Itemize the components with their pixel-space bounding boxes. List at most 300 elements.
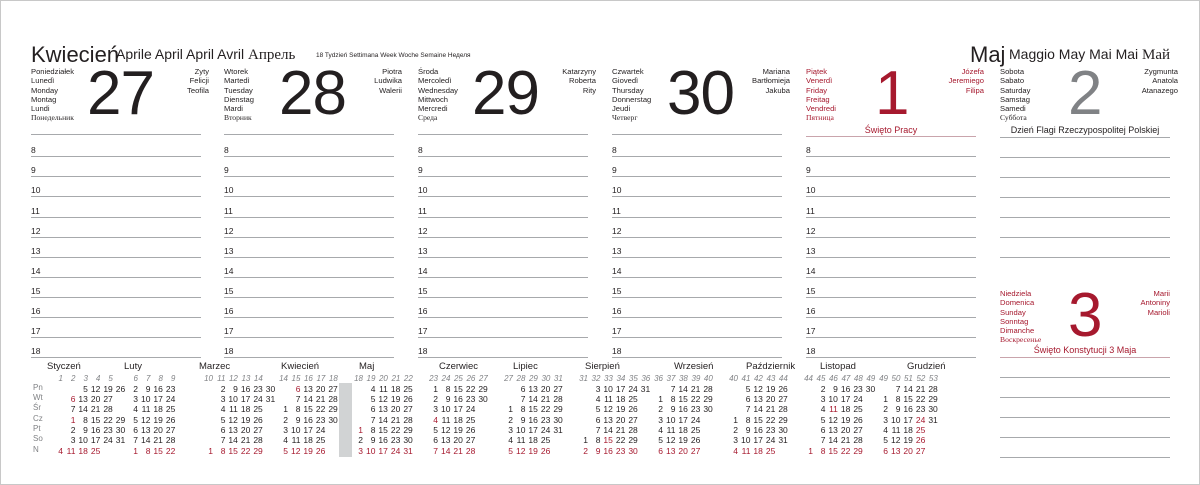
hour-line[interactable] bbox=[224, 297, 394, 298]
calendar-day[interactable]: 31 bbox=[928, 415, 938, 425]
hour-line[interactable] bbox=[806, 357, 976, 358]
calendar-day[interactable]: 13 bbox=[140, 425, 151, 435]
calendar-day[interactable]: 22 bbox=[915, 394, 926, 404]
calendar-day[interactable]: 5 bbox=[883, 435, 888, 445]
calendar-day[interactable]: 5 bbox=[658, 435, 663, 445]
calendar-day[interactable]: 19 bbox=[153, 415, 163, 425]
calendar-day[interactable]: 1 bbox=[208, 446, 213, 456]
calendar-day[interactable]: 19 bbox=[840, 415, 851, 425]
hour-line[interactable] bbox=[31, 277, 201, 278]
hour-line[interactable] bbox=[224, 217, 394, 218]
calendar-day[interactable]: 24 bbox=[103, 435, 113, 445]
calendar-day[interactable]: 4 bbox=[58, 446, 63, 456]
calendar-day[interactable]: 23 bbox=[390, 435, 401, 445]
hour-line[interactable] bbox=[418, 357, 588, 358]
calendar-day[interactable]: 8 bbox=[745, 415, 751, 425]
calendar-day[interactable]: 15 bbox=[603, 435, 613, 445]
calendar-day[interactable]: 7 bbox=[670, 384, 676, 394]
calendar-day[interactable]: 11 bbox=[604, 394, 613, 404]
calendar-day[interactable]: 7 bbox=[295, 394, 301, 404]
calendar-day[interactable]: 21 bbox=[240, 435, 251, 445]
calendar-day[interactable]: 18 bbox=[678, 425, 688, 435]
calendar-day[interactable]: 30 bbox=[403, 435, 413, 445]
calendar-day[interactable]: 24 bbox=[765, 435, 776, 445]
hour-line[interactable] bbox=[224, 156, 394, 157]
calendar-day[interactable]: 9 bbox=[520, 415, 526, 425]
calendar-day[interactable]: 7 bbox=[220, 435, 226, 445]
calendar-day[interactable]: 9 bbox=[445, 394, 451, 404]
calendar-day[interactable]: 23 bbox=[853, 384, 863, 394]
calendar-day[interactable]: 7 bbox=[820, 435, 826, 445]
calendar-day[interactable]: 21 bbox=[840, 435, 851, 445]
calendar-day[interactable]: 17 bbox=[453, 404, 463, 414]
calendar-day[interactable]: 11 bbox=[141, 404, 151, 414]
calendar-day[interactable]: 11 bbox=[441, 415, 451, 425]
calendar-day[interactable]: 4 bbox=[433, 415, 438, 425]
calendar-day[interactable]: 15 bbox=[828, 446, 838, 456]
calendar-day[interactable]: 12 bbox=[890, 435, 901, 445]
calendar-day[interactable]: 27 bbox=[465, 435, 476, 445]
calendar-day[interactable]: 13 bbox=[228, 425, 238, 435]
calendar-day[interactable]: 12 bbox=[603, 404, 613, 414]
hour-line[interactable] bbox=[612, 317, 782, 318]
hour-line[interactable] bbox=[612, 237, 782, 238]
calendar-day[interactable]: 14 bbox=[603, 425, 613, 435]
calendar-day[interactable]: 30 bbox=[265, 384, 276, 394]
calendar-day[interactable]: 9 bbox=[370, 435, 376, 445]
calendar-day[interactable]: 9 bbox=[83, 425, 88, 435]
calendar-day[interactable]: 16 bbox=[153, 384, 163, 394]
calendar-day[interactable]: 25 bbox=[403, 384, 413, 394]
calendar-day[interactable]: 23 bbox=[915, 404, 926, 414]
calendar-day[interactable]: 8 bbox=[670, 394, 676, 404]
hour-line[interactable] bbox=[224, 357, 394, 358]
hour-line[interactable] bbox=[418, 176, 588, 177]
hour-line[interactable] bbox=[418, 297, 588, 298]
calendar-day[interactable]: 2 bbox=[733, 425, 738, 435]
calendar-day[interactable]: 10 bbox=[828, 394, 838, 404]
calendar-day[interactable]: 8 bbox=[595, 435, 601, 445]
calendar-day[interactable]: 22 bbox=[315, 404, 326, 414]
calendar-day[interactable]: 8 bbox=[295, 404, 301, 414]
calendar-day[interactable]: 3 bbox=[658, 415, 663, 425]
calendar-day[interactable]: 23 bbox=[165, 384, 176, 394]
calendar-day[interactable]: 25 bbox=[690, 425, 701, 435]
calendar-day[interactable]: 3 bbox=[883, 415, 888, 425]
calendar-day[interactable]: 16 bbox=[528, 415, 538, 425]
hour-line[interactable] bbox=[418, 317, 588, 318]
calendar-day[interactable]: 23 bbox=[540, 415, 551, 425]
calendar-day[interactable]: 10 bbox=[665, 415, 676, 425]
hour-line[interactable] bbox=[806, 257, 976, 258]
calendar-day[interactable]: 29 bbox=[553, 404, 563, 414]
note-line[interactable] bbox=[1000, 197, 1170, 198]
calendar-day[interactable]: 21 bbox=[540, 394, 551, 404]
calendar-day[interactable]: 14 bbox=[78, 404, 88, 414]
calendar-day[interactable]: 9 bbox=[145, 384, 151, 394]
calendar-day[interactable]: 30 bbox=[478, 394, 488, 404]
calendar-day[interactable]: 17 bbox=[903, 415, 913, 425]
calendar-day[interactable]: 8 bbox=[895, 394, 901, 404]
calendar-day[interactable]: 10 bbox=[440, 404, 451, 414]
calendar-day[interactable]: 11 bbox=[829, 404, 838, 414]
calendar-day[interactable]: 10 bbox=[740, 435, 751, 445]
calendar-day[interactable]: 3 bbox=[733, 435, 738, 445]
calendar-day[interactable]: 19 bbox=[103, 384, 113, 394]
calendar-day[interactable]: 16 bbox=[840, 384, 851, 394]
calendar-day[interactable]: 18 bbox=[390, 384, 401, 394]
calendar-day[interactable]: 6 bbox=[883, 446, 888, 456]
calendar-day[interactable]: 8 bbox=[370, 425, 376, 435]
calendar-day[interactable]: 25 bbox=[765, 446, 776, 456]
calendar-day[interactable]: 6 bbox=[433, 435, 438, 445]
calendar-day[interactable]: 16 bbox=[240, 384, 251, 394]
calendar-day[interactable]: 28 bbox=[778, 404, 788, 414]
calendar-day[interactable]: 28 bbox=[853, 435, 863, 445]
calendar-day[interactable]: 19 bbox=[303, 446, 313, 456]
calendar-day[interactable]: 29 bbox=[928, 394, 938, 404]
calendar-day[interactable]: 5 bbox=[83, 384, 88, 394]
calendar-day[interactable]: 18 bbox=[615, 394, 626, 404]
hour-line[interactable] bbox=[418, 196, 588, 197]
calendar-day[interactable]: 22 bbox=[840, 446, 851, 456]
calendar-day[interactable]: 21 bbox=[690, 384, 701, 394]
calendar-day[interactable]: 18 bbox=[840, 404, 851, 414]
calendar-day[interactable]: 9 bbox=[745, 425, 751, 435]
calendar-day[interactable]: 19 bbox=[240, 415, 251, 425]
calendar-day[interactable]: 25 bbox=[628, 394, 638, 404]
calendar-day[interactable]: 1 bbox=[133, 446, 138, 456]
calendar-day[interactable]: 22 bbox=[540, 404, 551, 414]
calendar-day[interactable]: 6 bbox=[820, 425, 826, 435]
calendar-day[interactable]: 17 bbox=[90, 435, 101, 445]
calendar-day[interactable]: 6 bbox=[295, 384, 301, 394]
calendar-day[interactable]: 1 bbox=[658, 394, 663, 404]
calendar-day[interactable]: 2 bbox=[508, 415, 513, 425]
calendar-day[interactable]: 29 bbox=[778, 415, 788, 425]
calendar-day[interactable]: 27 bbox=[103, 394, 113, 404]
calendar-day[interactable]: 15 bbox=[753, 415, 763, 425]
calendar-day[interactable]: 25 bbox=[90, 446, 101, 456]
hour-line[interactable] bbox=[612, 156, 782, 157]
calendar-day[interactable]: 21 bbox=[915, 384, 926, 394]
calendar-day[interactable]: 14 bbox=[528, 394, 538, 404]
calendar-day[interactable]: 5 bbox=[745, 384, 751, 394]
calendar-day[interactable]: 3 bbox=[433, 404, 438, 414]
hour-line[interactable] bbox=[31, 257, 201, 258]
calendar-day[interactable]: 23 bbox=[765, 425, 776, 435]
calendar-day[interactable]: 25 bbox=[540, 435, 551, 445]
calendar-day[interactable]: 16 bbox=[90, 425, 101, 435]
calendar-day[interactable]: 19 bbox=[390, 394, 401, 404]
calendar-day[interactable]: 8 bbox=[820, 446, 826, 456]
hour-line[interactable] bbox=[806, 237, 976, 238]
calendar-day[interactable]: 24 bbox=[465, 404, 476, 414]
calendar-day[interactable]: 13 bbox=[378, 404, 388, 414]
calendar-day[interactable]: 4 bbox=[220, 404, 226, 414]
calendar-day[interactable]: 15 bbox=[678, 394, 688, 404]
calendar-day[interactable]: 18 bbox=[240, 404, 251, 414]
note-line[interactable] bbox=[1000, 217, 1170, 218]
calendar-day[interactable]: 6 bbox=[70, 394, 76, 404]
calendar-day[interactable]: 6 bbox=[520, 384, 526, 394]
calendar-day[interactable]: 14 bbox=[828, 435, 838, 445]
calendar-day[interactable]: 1 bbox=[283, 404, 288, 414]
calendar-day[interactable]: 23 bbox=[103, 425, 113, 435]
calendar-day[interactable]: 16 bbox=[453, 394, 463, 404]
calendar-day[interactable]: 9 bbox=[670, 404, 676, 414]
calendar-day[interactable]: 29 bbox=[328, 404, 338, 414]
hour-line[interactable] bbox=[418, 217, 588, 218]
calendar-day[interactable]: 4 bbox=[883, 425, 888, 435]
calendar-day[interactable]: 17 bbox=[303, 425, 313, 435]
calendar-day[interactable]: 19 bbox=[903, 435, 913, 445]
calendar-day[interactable]: 30 bbox=[703, 404, 713, 414]
calendar-day[interactable]: 5 bbox=[595, 404, 601, 414]
calendar-day[interactable]: 4 bbox=[508, 435, 513, 445]
calendar-day[interactable]: 17 bbox=[240, 394, 251, 404]
calendar-day[interactable]: 5 bbox=[370, 394, 376, 404]
calendar-day[interactable]: 19 bbox=[528, 446, 538, 456]
calendar-day[interactable]: 16 bbox=[603, 446, 613, 456]
calendar-day[interactable]: 15 bbox=[303, 404, 313, 414]
calendar-day[interactable]: 12 bbox=[378, 394, 388, 404]
calendar-day[interactable]: 17 bbox=[753, 435, 763, 445]
hour-line[interactable] bbox=[806, 337, 976, 338]
calendar-day[interactable]: 26 bbox=[778, 384, 788, 394]
calendar-day[interactable]: 31 bbox=[640, 384, 651, 394]
hour-line[interactable] bbox=[31, 237, 201, 238]
hour-line[interactable] bbox=[31, 357, 201, 358]
calendar-day[interactable]: 15 bbox=[903, 394, 913, 404]
calendar-day[interactable]: 30 bbox=[865, 384, 876, 394]
calendar-day[interactable]: 21 bbox=[765, 404, 776, 414]
calendar-day[interactable]: 29 bbox=[853, 446, 863, 456]
hour-line[interactable] bbox=[31, 196, 201, 197]
hour-line[interactable] bbox=[418, 257, 588, 258]
calendar-day[interactable]: 30 bbox=[115, 425, 126, 435]
calendar-day[interactable]: 26 bbox=[915, 435, 926, 445]
calendar-day[interactable]: 9 bbox=[233, 384, 238, 394]
calendar-day[interactable]: 15 bbox=[528, 404, 538, 414]
hour-line[interactable] bbox=[806, 176, 976, 177]
calendar-day[interactable]: 2 bbox=[220, 384, 226, 394]
calendar-day[interactable]: 1 bbox=[883, 394, 888, 404]
calendar-day[interactable]: 3 bbox=[283, 425, 288, 435]
calendar-day[interactable]: 25 bbox=[315, 435, 326, 445]
calendar-day[interactable]: 16 bbox=[903, 404, 913, 414]
calendar-day[interactable]: 10 bbox=[890, 415, 901, 425]
calendar-day[interactable]: 7 bbox=[370, 415, 376, 425]
calendar-day[interactable]: 24 bbox=[315, 425, 326, 435]
calendar-day[interactable]: 14 bbox=[140, 435, 151, 445]
calendar-day[interactable]: 6 bbox=[220, 425, 226, 435]
calendar-day[interactable]: 20 bbox=[390, 404, 401, 414]
calendar-day[interactable]: 5 bbox=[283, 446, 288, 456]
calendar-day[interactable]: 28 bbox=[403, 415, 413, 425]
note-line[interactable] bbox=[1000, 257, 1170, 258]
calendar-day[interactable]: 22 bbox=[103, 415, 113, 425]
note-line[interactable] bbox=[1000, 177, 1170, 178]
hour-line[interactable] bbox=[612, 176, 782, 177]
calendar-day[interactable]: 18 bbox=[78, 446, 88, 456]
calendar-day[interactable]: 17 bbox=[615, 384, 626, 394]
calendar-day[interactable]: 19 bbox=[615, 404, 626, 414]
hour-line[interactable] bbox=[806, 196, 976, 197]
calendar-day[interactable]: 1 bbox=[508, 404, 513, 414]
calendar-day[interactable]: 19 bbox=[678, 435, 688, 445]
calendar-day[interactable]: 4 bbox=[370, 384, 376, 394]
calendar-day[interactable]: 27 bbox=[165, 425, 176, 435]
calendar-day[interactable]: 15 bbox=[90, 415, 101, 425]
calendar-day[interactable]: 11 bbox=[379, 384, 388, 394]
calendar-day[interactable]: 17 bbox=[678, 415, 688, 425]
calendar-day[interactable]: 12 bbox=[828, 415, 838, 425]
calendar-day[interactable]: 27 bbox=[853, 425, 863, 435]
calendar-day[interactable]: 26 bbox=[403, 394, 413, 404]
calendar-day[interactable]: 14 bbox=[228, 435, 238, 445]
calendar-day[interactable]: 6 bbox=[370, 404, 376, 414]
calendar-day[interactable]: 24 bbox=[390, 446, 401, 456]
hour-line[interactable] bbox=[612, 217, 782, 218]
calendar-day[interactable]: 2 bbox=[433, 394, 438, 404]
hour-line[interactable] bbox=[224, 317, 394, 318]
calendar-day[interactable]: 12 bbox=[90, 384, 101, 394]
calendar-day[interactable]: 3 bbox=[358, 446, 363, 456]
calendar-day[interactable]: 21 bbox=[90, 404, 101, 414]
calendar-day[interactable]: 9 bbox=[295, 415, 301, 425]
calendar-day[interactable]: 14 bbox=[303, 394, 313, 404]
calendar-day[interactable]: 26 bbox=[853, 415, 863, 425]
calendar-day[interactable]: 17 bbox=[153, 394, 163, 404]
calendar-day[interactable]: 10 bbox=[365, 446, 376, 456]
calendar-day[interactable]: 25 bbox=[465, 415, 476, 425]
calendar-day[interactable]: 20 bbox=[615, 415, 626, 425]
calendar-day[interactable]: 27 bbox=[403, 404, 413, 414]
calendar-day[interactable]: 12 bbox=[515, 446, 526, 456]
hour-line[interactable] bbox=[31, 176, 201, 177]
calendar-day[interactable]: 31 bbox=[553, 425, 563, 435]
calendar-day[interactable]: 15 bbox=[378, 425, 388, 435]
hour-line[interactable] bbox=[806, 156, 976, 157]
calendar-day[interactable]: 18 bbox=[528, 435, 538, 445]
hour-line[interactable] bbox=[31, 217, 201, 218]
calendar-day[interactable]: 16 bbox=[378, 435, 388, 445]
calendar-day[interactable]: 21 bbox=[453, 446, 463, 456]
calendar-day[interactable]: 26 bbox=[690, 435, 701, 445]
calendar-day[interactable]: 23 bbox=[615, 446, 626, 456]
calendar-day[interactable]: 11 bbox=[229, 404, 238, 414]
calendar-day[interactable]: 20 bbox=[453, 435, 463, 445]
hour-line[interactable] bbox=[806, 317, 976, 318]
hour-line[interactable] bbox=[31, 317, 201, 318]
calendar-day[interactable]: 12 bbox=[440, 425, 451, 435]
note-line[interactable] bbox=[1000, 397, 1170, 398]
calendar-day[interactable]: 16 bbox=[303, 415, 313, 425]
calendar-day[interactable]: 24 bbox=[915, 415, 926, 425]
calendar-day[interactable]: 15 bbox=[453, 384, 463, 394]
calendar-day[interactable]: 30 bbox=[628, 446, 638, 456]
calendar-day[interactable]: 31 bbox=[403, 446, 413, 456]
calendar-day[interactable]: 7 bbox=[745, 404, 751, 414]
calendar-day[interactable]: 28 bbox=[928, 384, 938, 394]
calendar-day[interactable]: 31 bbox=[265, 394, 276, 404]
calendar-day[interactable]: 24 bbox=[540, 425, 551, 435]
hour-line[interactable] bbox=[806, 217, 976, 218]
hour-line[interactable] bbox=[612, 196, 782, 197]
hour-line[interactable] bbox=[418, 237, 588, 238]
hour-line[interactable] bbox=[612, 297, 782, 298]
calendar-day[interactable]: 18 bbox=[453, 415, 463, 425]
calendar-day[interactable]: 10 bbox=[78, 435, 88, 445]
calendar-day[interactable]: 14 bbox=[753, 404, 763, 414]
calendar-day[interactable]: 6 bbox=[595, 415, 601, 425]
calendar-day[interactable]: 16 bbox=[753, 425, 763, 435]
calendar-day[interactable]: 5 bbox=[820, 415, 826, 425]
hour-line[interactable] bbox=[224, 277, 394, 278]
calendar-day[interactable]: 6 bbox=[133, 425, 138, 435]
calendar-day[interactable]: 22 bbox=[765, 415, 776, 425]
calendar-day[interactable]: 11 bbox=[66, 446, 76, 456]
calendar-day[interactable]: 17 bbox=[378, 446, 388, 456]
calendar-day[interactable]: 29 bbox=[628, 435, 638, 445]
calendar-day[interactable]: 14 bbox=[903, 384, 913, 394]
calendar-day[interactable]: 11 bbox=[741, 446, 751, 456]
calendar-day[interactable]: 2 bbox=[358, 435, 363, 445]
calendar-day[interactable]: 26 bbox=[540, 446, 551, 456]
calendar-day[interactable]: 22 bbox=[165, 446, 176, 456]
calendar-day[interactable]: 31 bbox=[778, 435, 788, 445]
calendar-day[interactable]: 24 bbox=[853, 394, 863, 404]
calendar-day[interactable]: 29 bbox=[253, 446, 263, 456]
calendar-day[interactable]: 17 bbox=[528, 425, 538, 435]
calendar-day[interactable]: 28 bbox=[553, 394, 563, 404]
calendar-day[interactable]: 18 bbox=[753, 446, 763, 456]
note-line[interactable] bbox=[1000, 437, 1170, 438]
calendar-day[interactable]: 15 bbox=[228, 446, 238, 456]
note-line[interactable] bbox=[1000, 457, 1170, 458]
calendar-day[interactable]: 12 bbox=[665, 435, 676, 445]
calendar-day[interactable]: 6 bbox=[658, 446, 663, 456]
calendar-day[interactable]: 30 bbox=[778, 425, 788, 435]
calendar-day[interactable]: 18 bbox=[303, 435, 313, 445]
calendar-day[interactable]: 26 bbox=[628, 404, 638, 414]
calendar-day[interactable]: 28 bbox=[328, 394, 338, 404]
calendar-day[interactable]: 26 bbox=[315, 446, 326, 456]
calendar-day[interactable]: 22 bbox=[390, 425, 401, 435]
calendar-day[interactable]: 7 bbox=[595, 425, 601, 435]
calendar-day[interactable]: 21 bbox=[315, 394, 326, 404]
calendar-day[interactable]: 26 bbox=[253, 415, 263, 425]
calendar-day[interactable]: 2 bbox=[883, 404, 888, 414]
calendar-day[interactable]: 13 bbox=[753, 394, 763, 404]
hour-line[interactable] bbox=[224, 257, 394, 258]
calendar-day[interactable]: 13 bbox=[828, 425, 838, 435]
calendar-day[interactable]: 29 bbox=[703, 394, 713, 404]
calendar-day[interactable]: 26 bbox=[465, 425, 476, 435]
calendar-day[interactable]: 20 bbox=[840, 425, 851, 435]
calendar-day[interactable]: 16 bbox=[678, 404, 688, 414]
hour-line[interactable] bbox=[612, 277, 782, 278]
calendar-day[interactable]: 11 bbox=[666, 425, 676, 435]
calendar-day[interactable]: 12 bbox=[753, 384, 763, 394]
calendar-day[interactable]: 20 bbox=[240, 425, 251, 435]
calendar-day[interactable]: 7 bbox=[895, 384, 901, 394]
calendar-day[interactable]: 4 bbox=[658, 425, 663, 435]
calendar-day[interactable]: 27 bbox=[778, 394, 788, 404]
calendar-day[interactable]: 9 bbox=[833, 384, 838, 394]
calendar-day[interactable]: 25 bbox=[915, 425, 926, 435]
